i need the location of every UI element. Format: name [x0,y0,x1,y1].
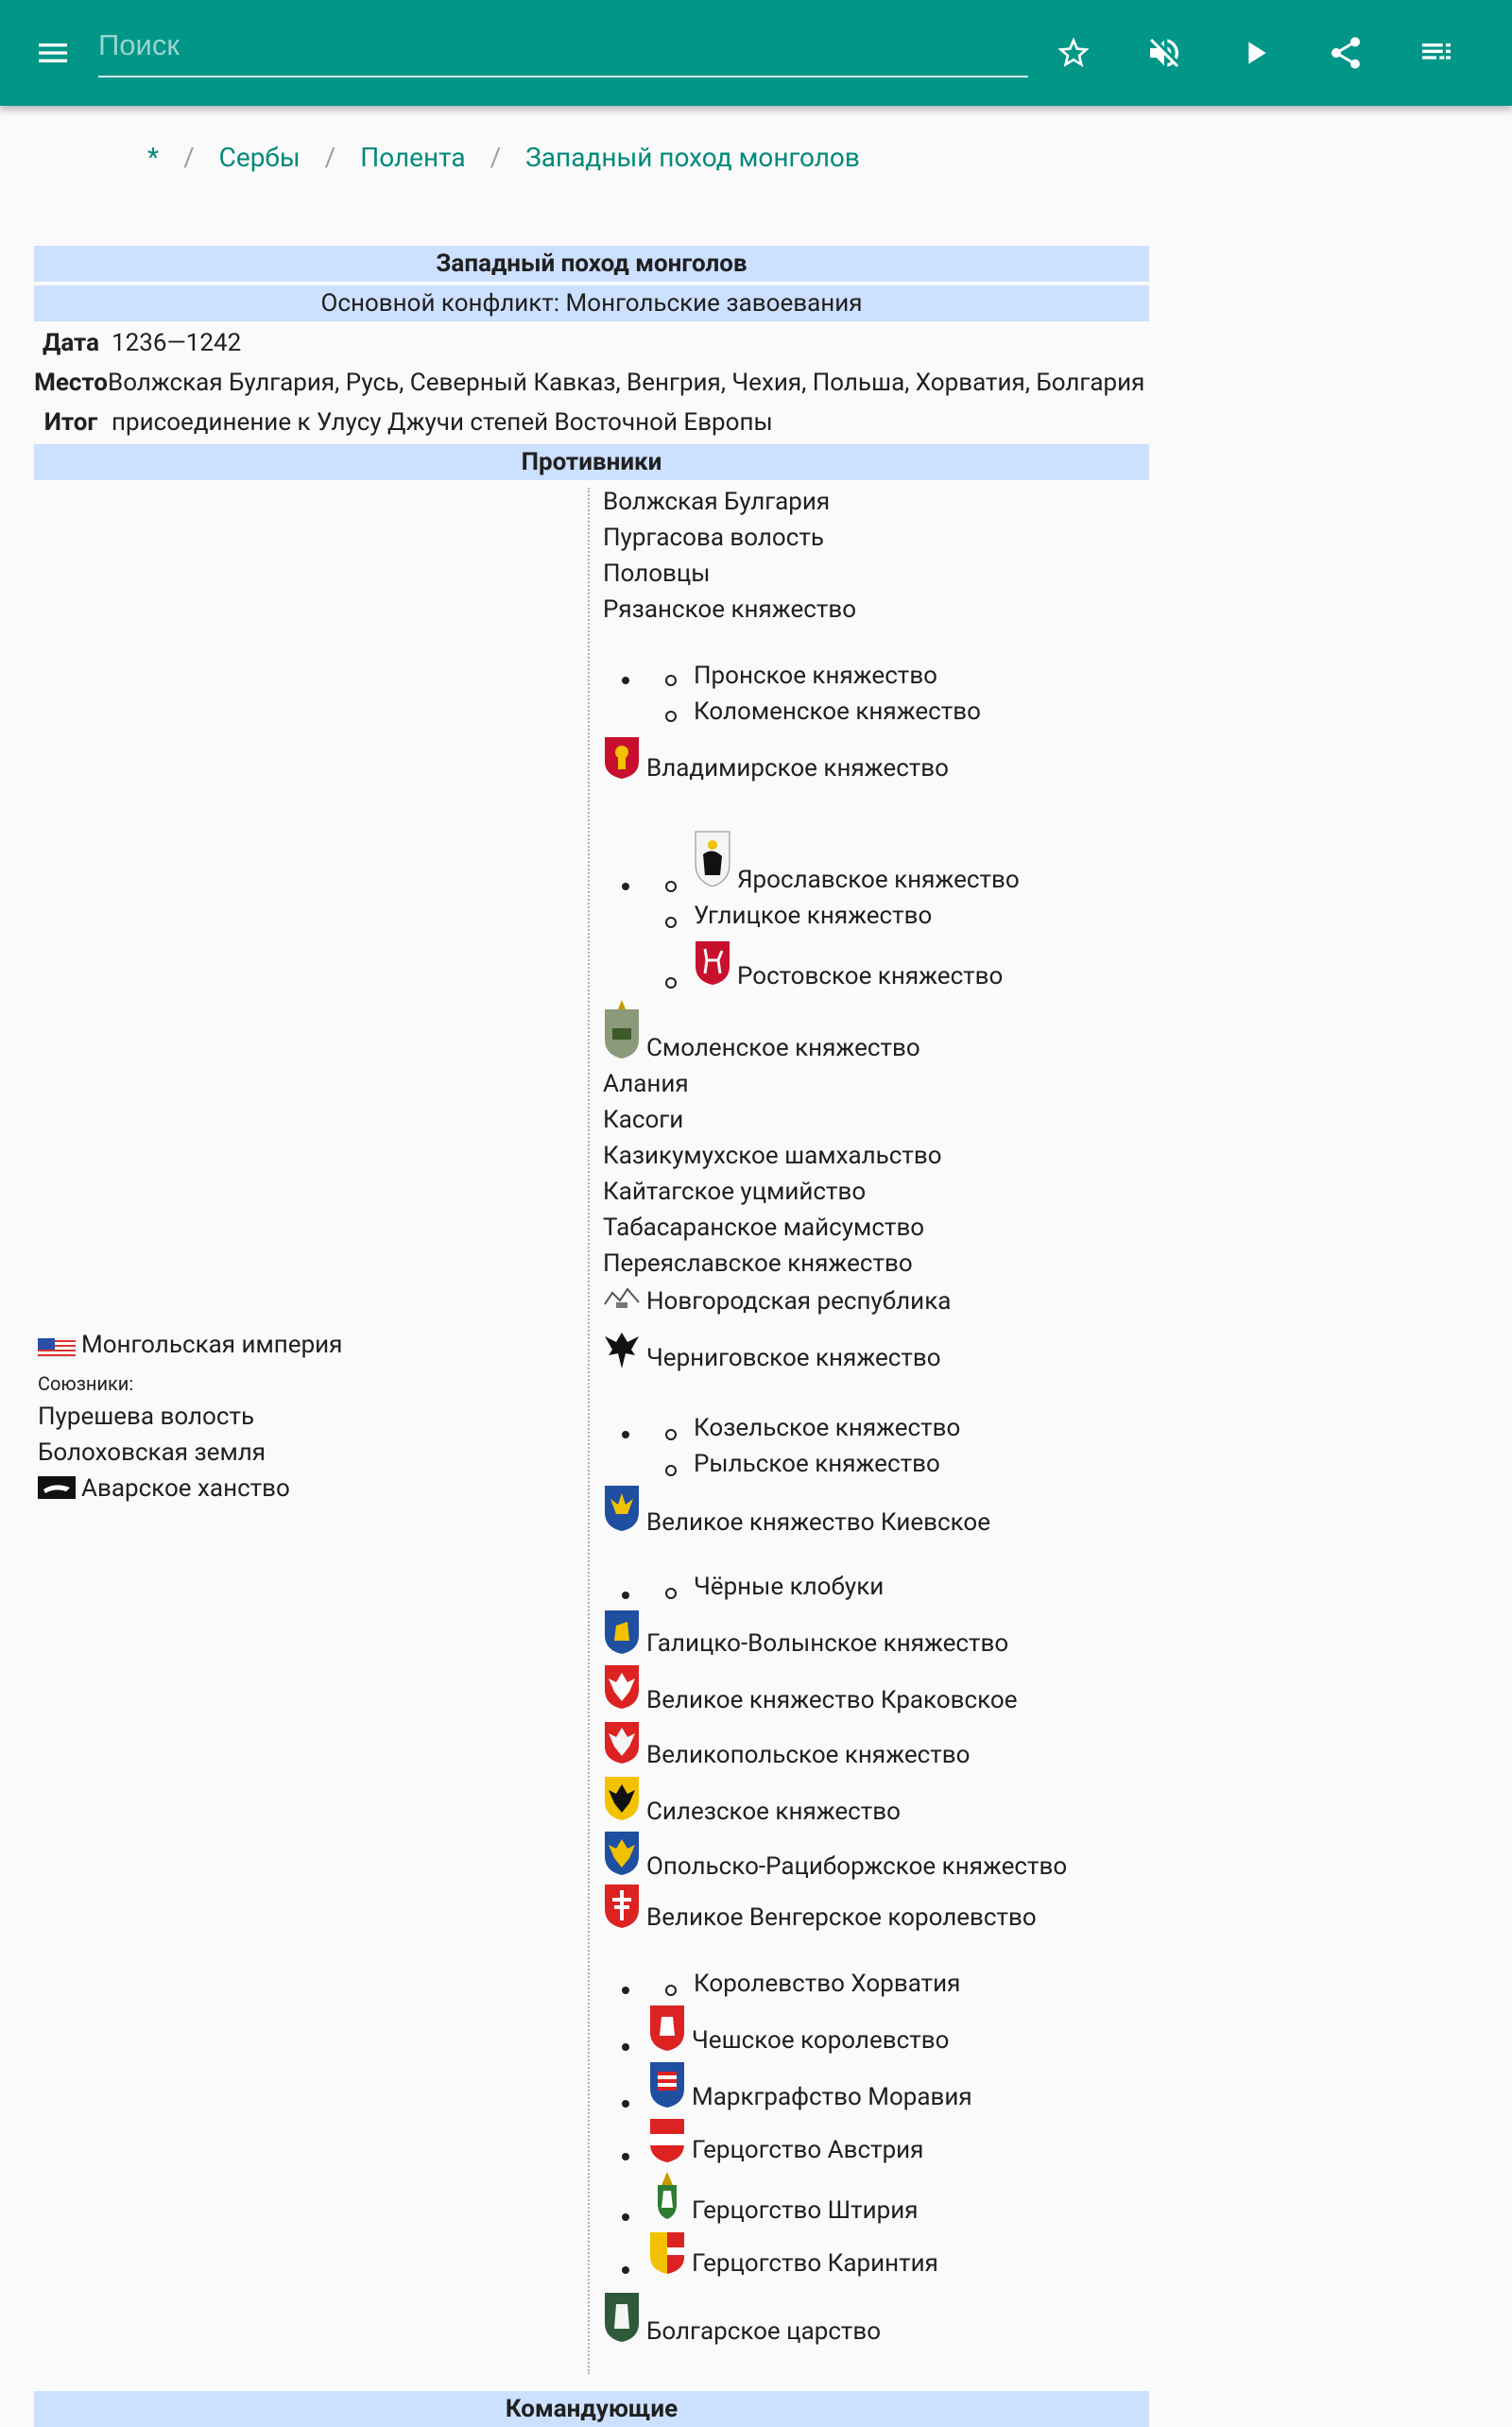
opponent-item[interactable]: Табасаранское майсумство [603,1214,925,1242]
hungary-coat-icon [603,1883,641,1928]
opponent-item[interactable]: Коломенское княжество [694,697,981,726]
opponent-item[interactable]: Великое Венгерское королевство [646,1903,1037,1932]
play-button[interactable] [1227,25,1283,81]
bullet [622,677,629,684]
opponent-item[interactable]: Ростовское княжество [737,962,1004,990]
moravia-coat-icon [648,2060,686,2108]
breadcrumb-serbs[interactable]: Сербы [218,141,301,173]
opponent-item[interactable]: Переяславское княжество [603,1249,913,1278]
ally-item[interactable]: Пурешева волость [38,1403,255,1431]
rostov-coat-icon [694,939,731,985]
greater-poland-coat-icon [603,1720,641,1764]
opponent-item[interactable]: Чешское королевство [692,2026,950,2055]
bullet [665,881,677,892]
bulgaria-coat-icon [603,2287,641,2342]
opponent-item[interactable]: Герцогство Австрия [692,2136,924,2164]
bullet [622,1431,629,1438]
opponent-item[interactable]: Маркграфство Моравия [692,2083,972,2111]
opponent-item[interactable]: Козельское княжество [694,1414,961,1442]
bullet [665,1465,677,1476]
opponent-item[interactable]: Великое княжество Краковское [646,1686,1018,1714]
infobox-title: Западный поход монголов [34,246,1149,282]
search-input[interactable] [98,17,1028,74]
volume-off-icon [1145,34,1183,72]
yaroslavl-coat-icon [694,826,731,886]
breadcrumb-polenta[interactable]: Полента [360,141,466,173]
silesia-coat-icon [603,1775,641,1820]
share-button[interactable] [1317,25,1374,81]
opponent-item[interactable]: Смоленское княжество [646,1034,920,1062]
mute-button[interactable] [1136,25,1193,81]
date-label: Дата [42,329,100,357]
commanders-header: Командующие [34,2391,1149,2427]
search-bar [98,17,1028,77]
bohemia-coat-icon [648,2004,686,2051]
infobox-subtitle: Основной конфликт: Монгольские завоевания [34,285,1149,321]
bullet [622,2266,629,2274]
menu-icon [34,34,72,72]
bullet [665,711,677,722]
opponent-item[interactable]: Великое княжество Киевское [646,1508,990,1537]
styria-coat-icon [648,2170,686,2219]
opponent-item[interactable]: Кайтагское уцмийство [603,1178,867,1206]
breadcrumb-separator: / [490,141,502,173]
opponents-header: Противники [34,444,1149,480]
app-bar [0,0,1512,106]
smolensk-coat-icon [603,1000,641,1059]
vladimir-coat-icon [603,735,641,779]
mongol-flag-icon [38,1338,76,1357]
opponent-item[interactable]: Казикумухское шамхальство [603,1142,942,1170]
opponent-item[interactable]: Касоги [603,1106,684,1134]
opponent-item[interactable]: Пронское княжество [694,662,938,690]
bullet [622,883,629,890]
opponent-item[interactable]: Пургасова волость [603,524,824,552]
allies-label: Союзники: [38,1372,134,1395]
chernigov-coat-icon [603,1327,641,1370]
bullet [665,1429,677,1440]
bullet [622,2213,629,2221]
bullet [622,2153,629,2160]
bullet [622,2043,629,2051]
play-icon [1236,34,1274,72]
opponent-item[interactable]: Опольско-Рациборжское княжество [646,1852,1068,1881]
infobox-row-place [34,365,1149,401]
breadcrumb-separator: / [324,141,336,173]
opponent-item[interactable]: Болгарское царство [646,2317,882,2346]
opponent-item[interactable]: Черниговское княжество [646,1344,941,1372]
opponent-item[interactable]: Королевство Хорватия [694,1970,961,1998]
ally-item[interactable]: Аварское ханство [81,1474,290,1503]
opponent-item[interactable]: Рязанское княжество [603,595,857,624]
result-value: присоединение к Улусу Джучи степей Восточной Европы [112,408,773,437]
bullet [665,675,677,686]
contents-button[interactable] [1408,25,1465,81]
bullet [665,1588,677,1599]
opponent-item[interactable]: Половцы [603,559,711,588]
opponent-item[interactable]: Волжская Булгария [603,488,831,516]
breadcrumb [147,138,860,176]
result-label: Итог [43,408,98,437]
novgorod-coat-icon [603,1283,641,1314]
place-label: Место [34,369,108,397]
opponent-item[interactable]: Новгородская республика [646,1287,952,1316]
opponent-item[interactable]: Герцогство Каринтия [692,2249,938,2278]
infobox-row-result [34,404,1149,440]
star-outline-icon [1055,34,1092,72]
bullet [665,1985,677,1996]
bullet [622,1592,629,1599]
carinthia-coat-icon [648,2230,686,2274]
bullet [622,1987,629,1994]
breadcrumb-home[interactable]: * [147,141,160,173]
infobox-row-date [34,325,1149,361]
playlist-icon [1418,34,1455,72]
column-divider [588,488,590,2374]
bullet [622,2100,629,2108]
bullet [665,977,677,989]
galicia-coat-icon [603,1609,641,1654]
opponent-item[interactable]: Великопольское княжество [646,1741,971,1769]
avar-flag-icon [38,1476,76,1499]
opponent-item[interactable]: Алания [603,1070,689,1098]
opponent-item[interactable]: Углицкое княжество [694,902,933,930]
opponent-item[interactable]: Владимирское княжество [646,754,949,783]
opponent-item[interactable]: Чёрные клобуки [694,1573,885,1601]
opponent-item[interactable]: Галицко-Волынское княжество [646,1629,1009,1658]
bullet [665,917,677,928]
opole-coat-icon [603,1830,641,1875]
opponent-item[interactable]: Рыльское княжество [694,1450,940,1478]
menu-button[interactable] [25,25,81,81]
left-main-label[interactable]: Монгольская империя [81,1331,343,1359]
opponent-item[interactable]: Герцогство Штирия [692,2196,919,2225]
ally-item[interactable]: Болоховская земля [38,1438,266,1467]
kiev-coat-icon [603,1484,641,1531]
opponent-item[interactable]: Ярославское княжество [737,866,1020,894]
place-value: Волжская Булгария, Русь, Северный Кавказ, Венгрия, Чехия, Польша, Хорватия, Болгария [108,369,1145,397]
bookmark-button[interactable] [1045,25,1102,81]
austria-coat-icon [648,2117,686,2162]
share-icon [1327,34,1365,72]
opponent-item[interactable]: Силезское княжество [646,1798,901,1826]
breadcrumb-current[interactable]: Западный поход монголов [525,141,860,173]
breadcrumb-separator: / [183,141,195,173]
krakow-coat-icon [603,1663,641,1709]
date-value: 1236—1242 [112,329,242,357]
